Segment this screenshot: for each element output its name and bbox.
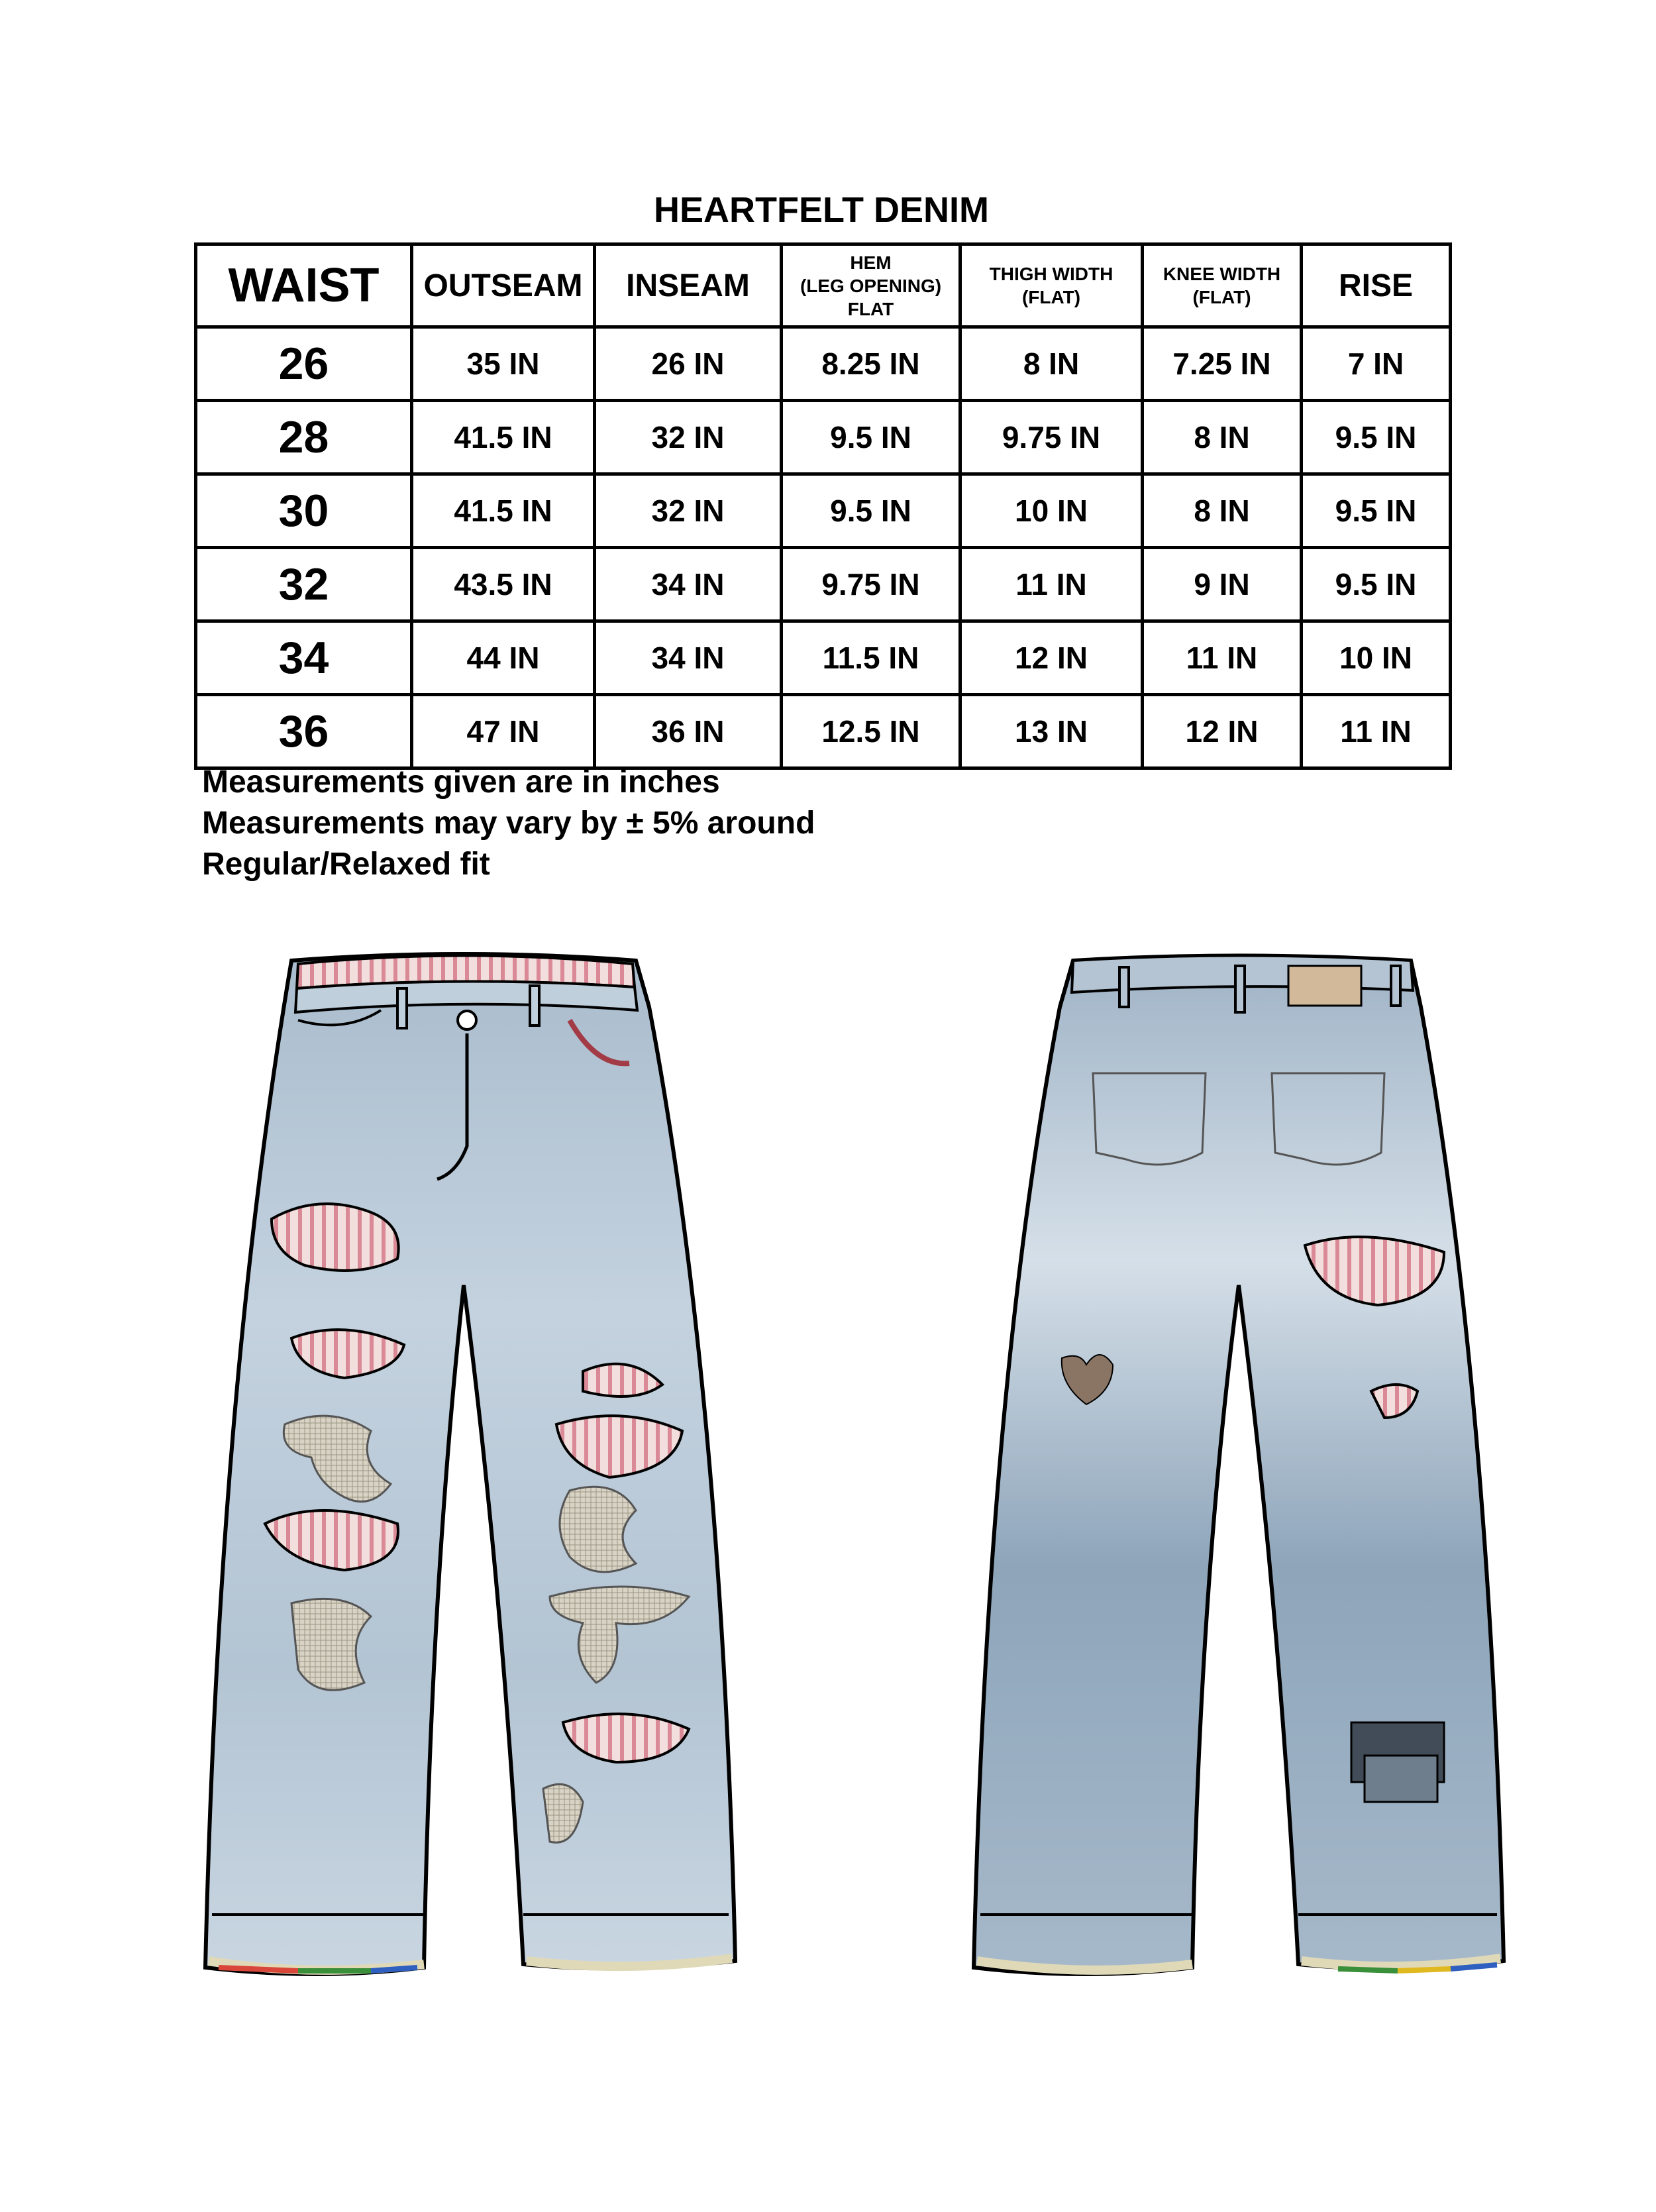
cell-inseam: 36 IN: [595, 695, 782, 768]
cell-outseam: 47 IN: [412, 695, 595, 768]
document-title: HEARTFELT DENIM: [654, 190, 989, 230]
header-waist: WAIST: [196, 244, 412, 327]
note-fit: Regular/Relaxed fit: [202, 847, 490, 882]
cell-rise: 7 IN: [1302, 327, 1451, 401]
header-thigh-line2: (FLAT): [1021, 287, 1081, 307]
table-header-row: [196, 244, 1451, 327]
cell-rise: 9.5 IN: [1302, 401, 1451, 474]
cell-knee: 12 IN: [1143, 695, 1302, 768]
header-knee-width: [1143, 244, 1302, 327]
table-row: [196, 401, 1451, 474]
cell-outseam: 41.5 IN: [412, 474, 595, 548]
cell-outseam: 35 IN: [412, 327, 595, 401]
table-row: [196, 548, 1451, 621]
cell-knee: 9 IN: [1143, 548, 1302, 621]
cell-inseam: 32 IN: [595, 401, 782, 474]
header-outseam: OUTSEAM: [412, 244, 595, 327]
note-variance: Measurements may vary by ± 5% around: [202, 806, 815, 841]
cell-outseam: 41.5 IN: [412, 401, 595, 474]
cell-thigh: 12 IN: [960, 621, 1143, 695]
header-hem: [782, 244, 960, 327]
cell-waist: 32: [196, 548, 412, 621]
cell-hem: 11.5 IN: [782, 621, 960, 695]
cell-knee: 7.25 IN: [1143, 327, 1302, 401]
header-hem-line2: (LEG OPENING): [800, 275, 942, 296]
measurement-notes: [202, 762, 815, 885]
cell-rise: 10 IN: [1302, 621, 1451, 695]
cell-outseam: 44 IN: [412, 621, 595, 695]
cell-thigh: 10 IN: [960, 474, 1143, 548]
cell-outseam: 43.5 IN: [412, 548, 595, 621]
cell-inseam: 34 IN: [595, 621, 782, 695]
header-inseam: INSEAM: [595, 244, 782, 327]
note-units: Measurements given are in inches: [202, 764, 720, 800]
cell-thigh: 13 IN: [960, 695, 1143, 768]
cell-waist: 34: [196, 621, 412, 695]
cell-waist: 30: [196, 474, 412, 548]
table-row: [196, 327, 1451, 401]
cell-rise: 9.5 IN: [1302, 548, 1451, 621]
header-hem-line3: FLAT: [847, 298, 894, 319]
cell-inseam: 26 IN: [595, 327, 782, 401]
cell-thigh: 11 IN: [960, 548, 1143, 621]
table-row: [196, 474, 1451, 548]
size-chart-table: [194, 242, 1452, 770]
table-row: [196, 621, 1451, 695]
cell-waist: 36: [196, 695, 412, 768]
header-thigh-width: [960, 244, 1143, 327]
cell-hem: 9.75 IN: [782, 548, 960, 621]
cell-rise: 9.5 IN: [1302, 474, 1451, 548]
cell-hem: 9.5 IN: [782, 474, 960, 548]
cell-hem: 8.25 IN: [782, 327, 960, 401]
jeans-back-view: [974, 956, 1504, 1975]
cell-inseam: 32 IN: [595, 474, 782, 548]
jeans-illustration: [0, 927, 1656, 2021]
header-knee-line1: KNEE WIDTH: [1163, 264, 1281, 284]
cell-knee: 11 IN: [1143, 621, 1302, 695]
jeans-front-view: [205, 954, 735, 1974]
header-rise: RISE: [1302, 244, 1451, 327]
header-hem-line1: HEM: [850, 252, 892, 273]
cell-thigh: 8 IN: [960, 327, 1143, 401]
cell-thigh: 9.75 IN: [960, 401, 1143, 474]
cell-hem: 12.5 IN: [782, 695, 960, 768]
cell-hem: 9.5 IN: [782, 401, 960, 474]
table-row: [196, 695, 1451, 768]
header-knee-line2: (FLAT): [1192, 287, 1251, 307]
cell-rise: 11 IN: [1302, 695, 1451, 768]
cell-inseam: 34 IN: [595, 548, 782, 621]
cell-waist: 28: [196, 401, 412, 474]
cell-knee: 8 IN: [1143, 474, 1302, 548]
cell-waist: 26: [196, 327, 412, 401]
cell-knee: 8 IN: [1143, 401, 1302, 474]
header-thigh-line1: THIGH WIDTH: [989, 264, 1113, 284]
